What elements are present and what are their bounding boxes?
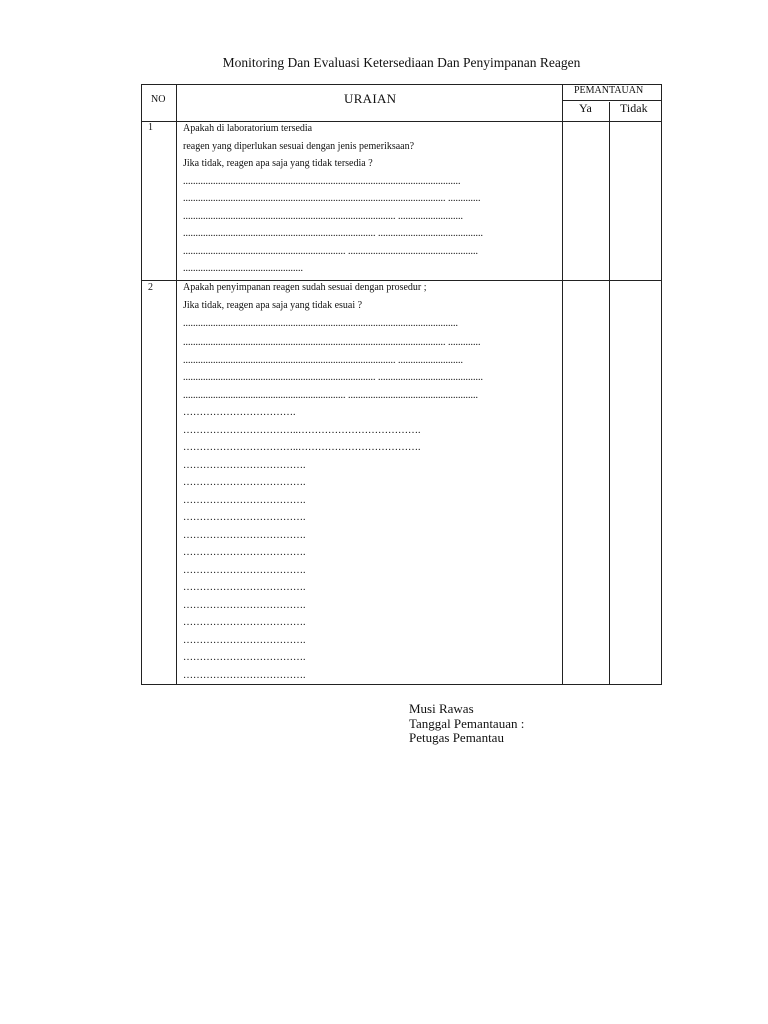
- row-2-uraian: [183, 279, 483, 684]
- row-1-answer-line: ..................................................................................... ..........................: [183, 210, 463, 222]
- row-2-answer-line: ......................................................................................................... .............: [183, 337, 481, 348]
- row-2-answer-line: ……………………………….: [183, 634, 306, 646]
- signature-location: Musi Rawas: [409, 701, 474, 716]
- signature-block: [409, 702, 524, 746]
- row-1-number: 1: [148, 122, 153, 133]
- row-2-answer-line: ..................................................................................... ..........................: [183, 354, 463, 366]
- row-2-answer-line: ……………………………….: [183, 547, 306, 558]
- row-2-followup: Jika tidak, reagen apa saja yang tidak esuai ?: [183, 299, 363, 311]
- row-2-answer-line: ……………………………….: [183, 459, 306, 471]
- row-1-answer-line: ............................................................................. ..........................................: [183, 228, 483, 239]
- row-1-answer-line: ...............................................................................................................: [183, 175, 461, 187]
- row-2-answer-line: ……………………………….: [183, 564, 306, 576]
- row-2-answer-line: ……………………………….: [183, 477, 306, 488]
- row-2-answer-line: ……………………………..……………………………….: [183, 442, 421, 453]
- signature-officer-label: Petugas Pemantau: [409, 730, 504, 745]
- row-2-answer-line: ............................................................................. ..........................................: [183, 372, 483, 383]
- col-divider-ya: [609, 102, 610, 684]
- document-title: Monitoring Dan Evaluasi Ketersediaan Dan Penyimpanan Reagen: [222, 55, 581, 70]
- row-2-question: Apakah penyimpanan reagen sudah sesuai dengan prosedur ;: [183, 282, 427, 293]
- row-2-answer-line: ……………………………….: [183, 669, 306, 681]
- row-2-answer-line: ..............................................................................................................: [183, 318, 458, 329]
- row-1-answer-line: ................................................: [183, 263, 303, 274]
- header-ya: Ya: [579, 101, 592, 115]
- row-2-answer-line: …………………………….: [183, 407, 296, 418]
- monitoring-table: [141, 84, 662, 685]
- header-tidak: Tidak: [620, 101, 648, 115]
- row-2-answer-line: ……………………………….: [183, 617, 306, 628]
- row-2-number: 2: [148, 282, 153, 293]
- row-2-answer-line: ……………………………….: [183, 652, 306, 663]
- row-2-answer-line: ……………………………….: [183, 582, 306, 593]
- row-2-answer-line: ................................................................. ....................................................: [183, 389, 478, 401]
- signature-date-label: Tanggal Pemantauan :: [409, 715, 525, 731]
- header-pemantauan: PEMANTAUAN: [574, 85, 644, 96]
- col-divider-uraian: [562, 85, 563, 684]
- row-2-answer-line: ……………………………..……………………………….: [183, 424, 421, 436]
- row-2-answer-line: ……………………………….: [183, 529, 306, 541]
- header-no: NO: [151, 94, 166, 105]
- row-2-answer-line: ……………………………….: [183, 512, 306, 523]
- header-uraian: URAIAN: [344, 91, 397, 106]
- col-divider-no: [176, 85, 177, 684]
- row-1-question-cont: reagen yang diperlukan sesuai dengan jenis pemeriksaan?: [183, 140, 415, 152]
- row-1-answer-line: ................................................................. ....................................................: [183, 245, 478, 257]
- row-2-answer-line: ……………………………….: [183, 599, 306, 611]
- row-1-question: Apakah di laboratorium tersedia: [183, 123, 313, 134]
- row-1-answer-line: ......................................................................................................... .............: [183, 193, 481, 204]
- row-2-answer-line: ……………………………….: [183, 494, 306, 506]
- row-1-followup: Jika tidak, reagen apa saja yang tidak tersedia ?: [183, 158, 373, 169]
- row-1-uraian: [183, 120, 483, 278]
